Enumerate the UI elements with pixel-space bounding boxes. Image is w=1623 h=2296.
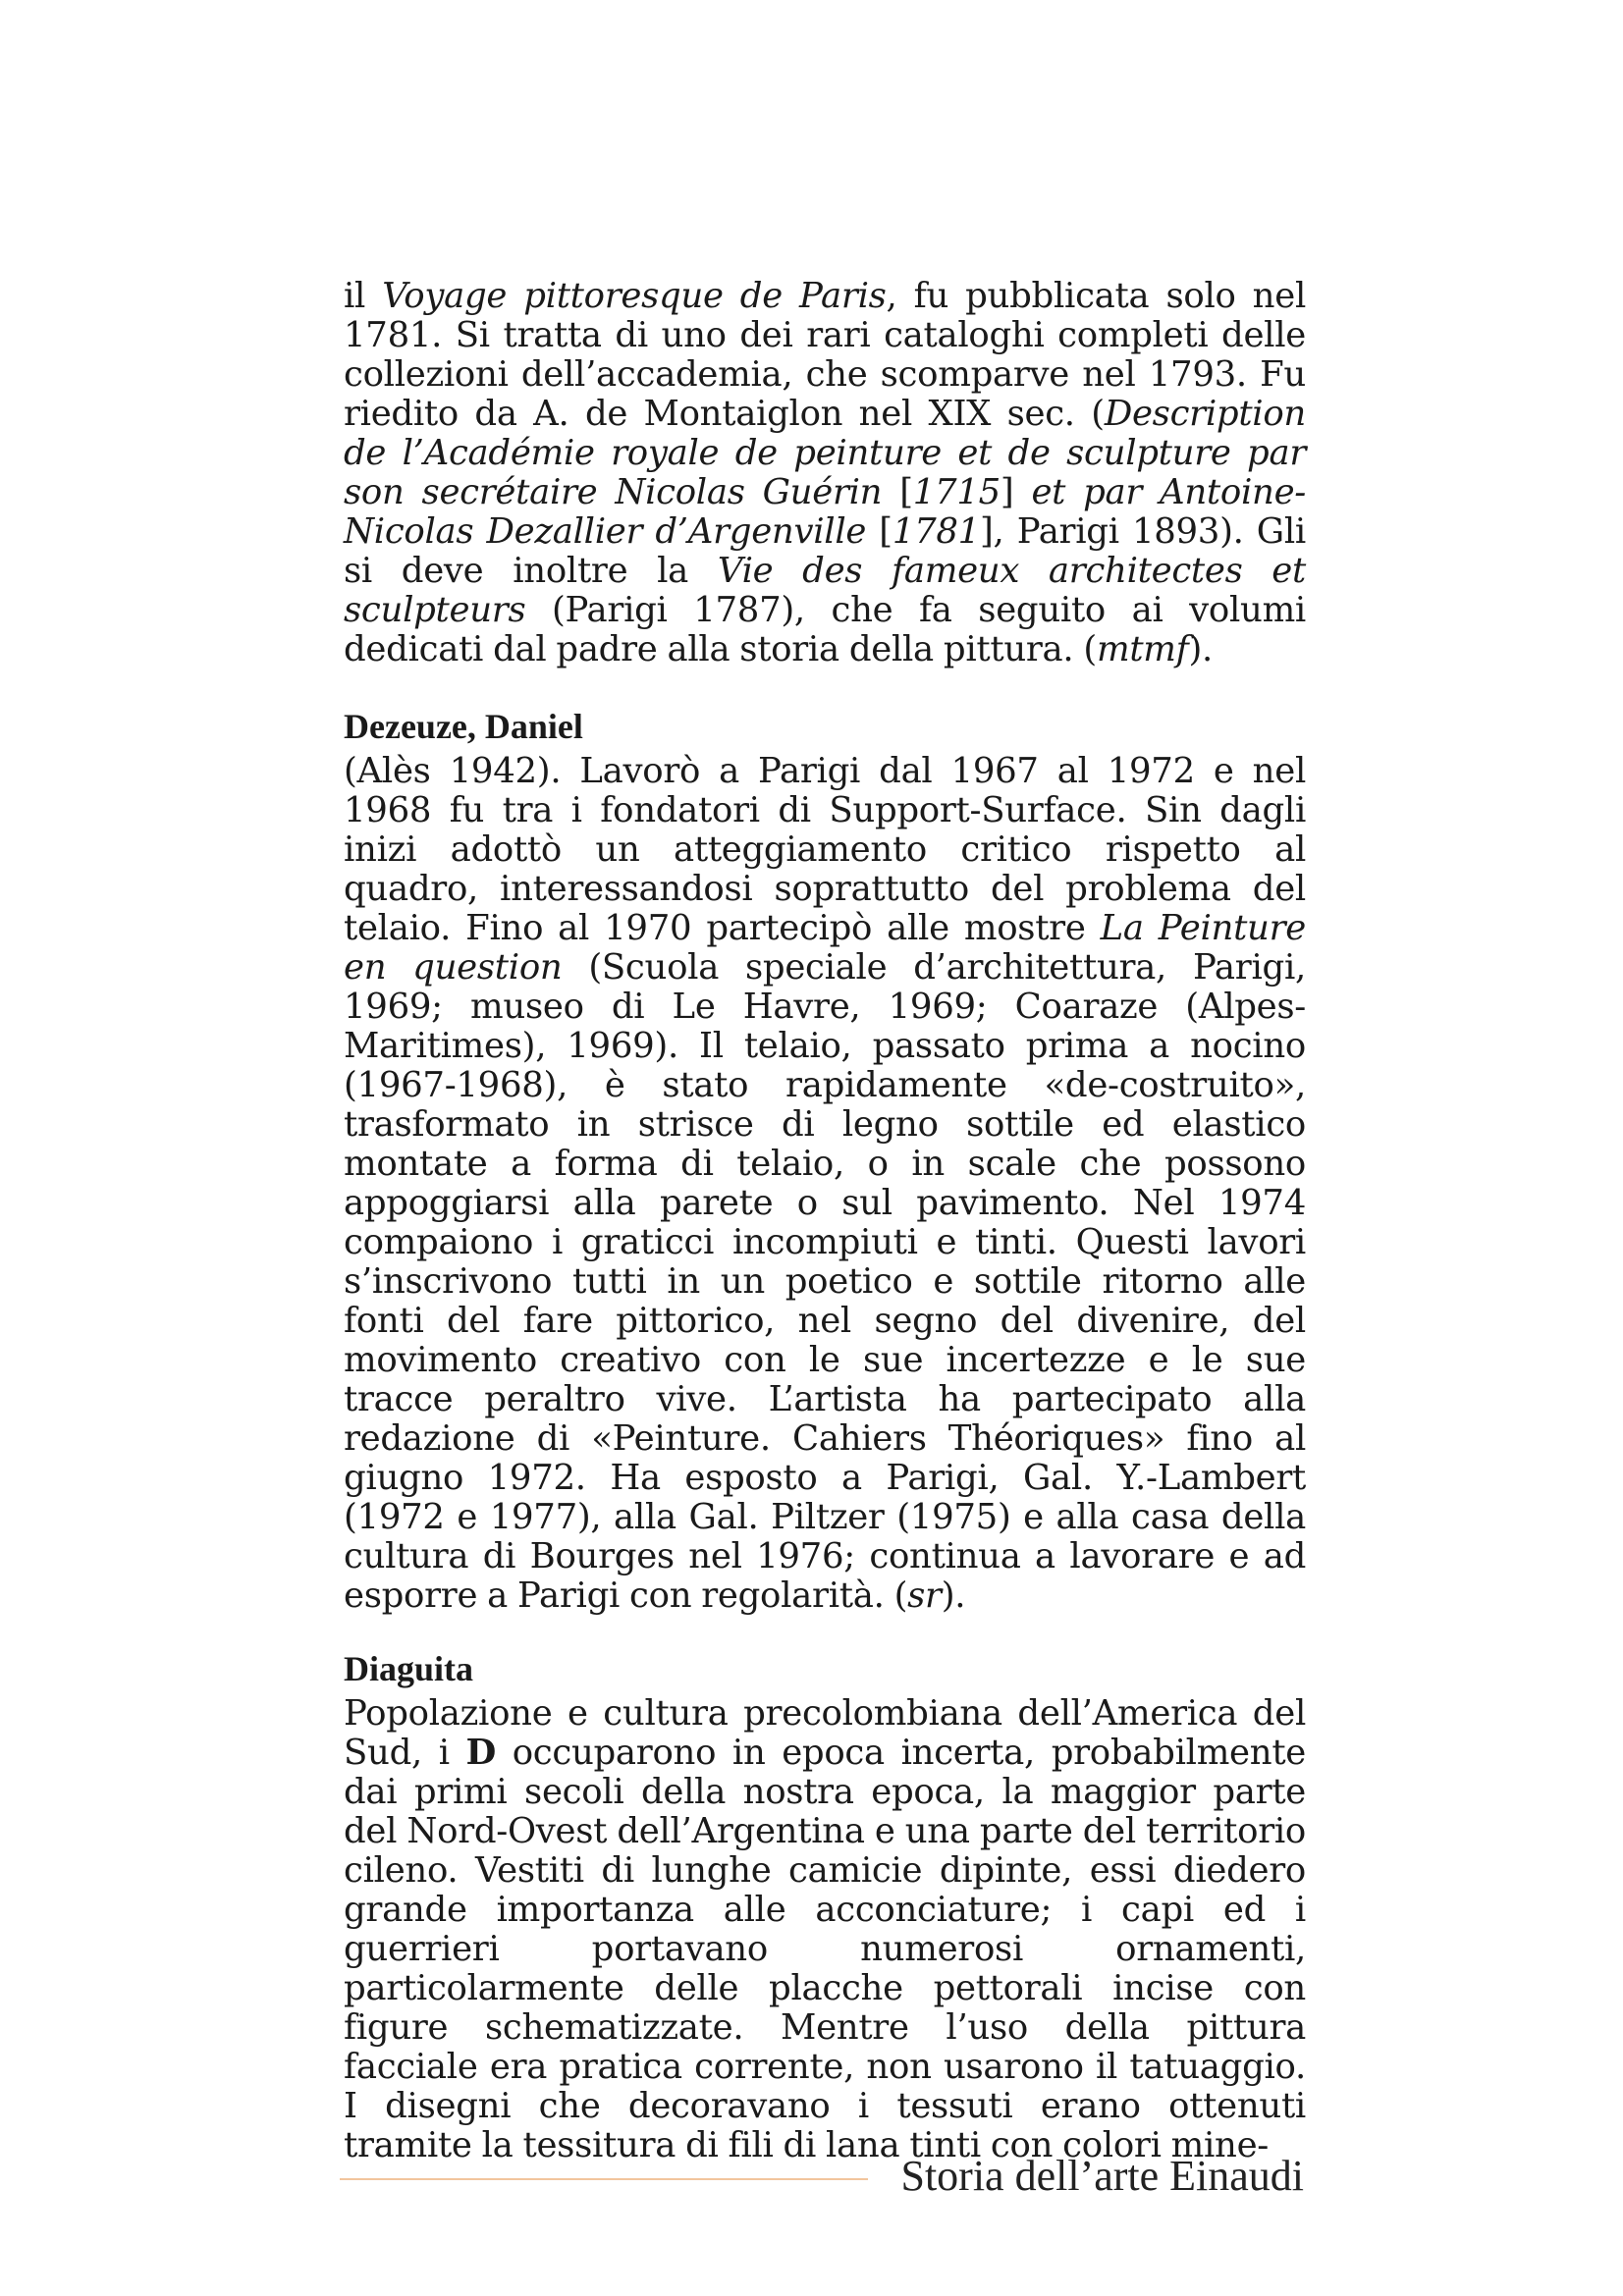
text-run: ). xyxy=(941,1575,966,1616)
footer-title: Storia dell’arte Einaudi xyxy=(900,2152,1304,2200)
text-run: [ xyxy=(882,472,913,512)
entry-diaguita-paragraph xyxy=(344,1694,1306,2165)
text-run: ] xyxy=(1000,472,1032,512)
bold-abbreviation: D xyxy=(465,1733,496,1773)
text-column xyxy=(344,277,1306,2165)
text-run: , fu pubblicata solo nel 1781. Si tratta di uno dei rari cataloghi completi delle collezioni dell’accademia, che scomparve nel 1793. Fu riedito da A. de Montaiglon nel XIX sec. ( xyxy=(344,276,1307,434)
text-run: ). xyxy=(1188,629,1214,669)
text-run: (Scuola speciale d’architettura, Parigi, 1969; museo di Le Havre, 1969; Coaraze (Alpes-Maritimes), 1969). Il telaio, passato prima a nocino (1967-1968), è stato rapidamente «de-costruito», trasformato in strisce di legno sottile ed elastico montate a forma di telaio, o in scale che possono appoggiarsi alla parete o sul pavimento. Nel 1974 compaiono i graticci incompiuti e tinti. Questi lavori s’inscrivono tutti in un poetico e sottile ritorno alle fonti del fare pittorico, nel segno del divenire, del movimento creativo con le sue incertezze e le sue tracce peraltro vive. L’artista ha partecipato alla redazione di «Peinture. Cahiers Théoriques» fino al giugno 1972. Ha esposto a Parigi, Gal. Y.-Lambert (1972 e 1977), alla Gal. Piltzer (1975) e alla casa della cultura di Bourges nel 1976; continua a lavorare e ad esporre a Parigi con regolarità. ( xyxy=(344,947,1306,1616)
text-run: il xyxy=(344,276,383,316)
entry-continuation-paragraph xyxy=(344,277,1306,669)
text-run: occuparono in epoca incerta, probabilmente dai primi secoli della nostra epoca, la maggior parte del Nord-Ovest dell’Argentina e una parte del territorio cileno. Vestiti di lunghe camicie dipinte, essi diedero grande importanza alle acconciature; i capi ed i guerrieri portavano numerosi ornamenti, particolarmente delle placche pettorali incise con figure schematizzate. Mentre l’uso della pittura facciale era pratica corrente, non usarono il tatuaggio. I disegni che decoravano i tessuti erano ottenuti tramite la tessitura di fili di lana tinti con colori mine- xyxy=(344,1733,1306,2165)
text-run: (Parigi 1787), che fa seguito ai volumi dedicati dal padre alla storia della pittura. ( xyxy=(344,590,1306,669)
italic-title-peinture: La Peinture en question xyxy=(344,908,1306,988)
italic-title-voyage: Voyage pittoresque de Paris xyxy=(382,276,887,316)
text-run: [ xyxy=(866,511,893,552)
italic-title-vie: Vie des fameux architectes et sculpteurs xyxy=(344,551,1306,630)
author-initials: mtmf xyxy=(1096,629,1189,669)
italic-title-description: Description de l’Académie royale de peinture et de sculpture par son secrétaire Nicolas Guérin xyxy=(344,394,1306,512)
entry-heading-diaguita: Diaguita xyxy=(344,1649,474,1688)
italic-title-dezallier: et par Antoine-Nicolas Dezallier d’Argenville xyxy=(344,472,1306,552)
entry-dezeuze-paragraph xyxy=(344,752,1306,1616)
author-initials: sr xyxy=(907,1575,942,1616)
italic-year: 1715 xyxy=(912,472,1001,512)
text-run: Popolazione e cultura precolombiana dell’America del Sud, i xyxy=(344,1693,1306,1773)
entry-heading-dezeuze: Dezeuze, Daniel xyxy=(344,707,583,746)
italic-year: 1781 xyxy=(892,511,980,552)
text-run: (Alès 1942). Lavorò a Parigi dal 1967 al 1972 e nel 1968 fu tra i fondatori di Support-Surface. Sin dagli inizi adottò un atteggiamento critico rispetto al quadro, interessandosi soprattutto del problema del telaio. Fino al 1970 partecipò alle mostre xyxy=(344,751,1306,948)
text-run: ], Parigi 1893). Gli si deve inoltre la xyxy=(344,511,1306,591)
footer-rule xyxy=(340,2178,868,2180)
